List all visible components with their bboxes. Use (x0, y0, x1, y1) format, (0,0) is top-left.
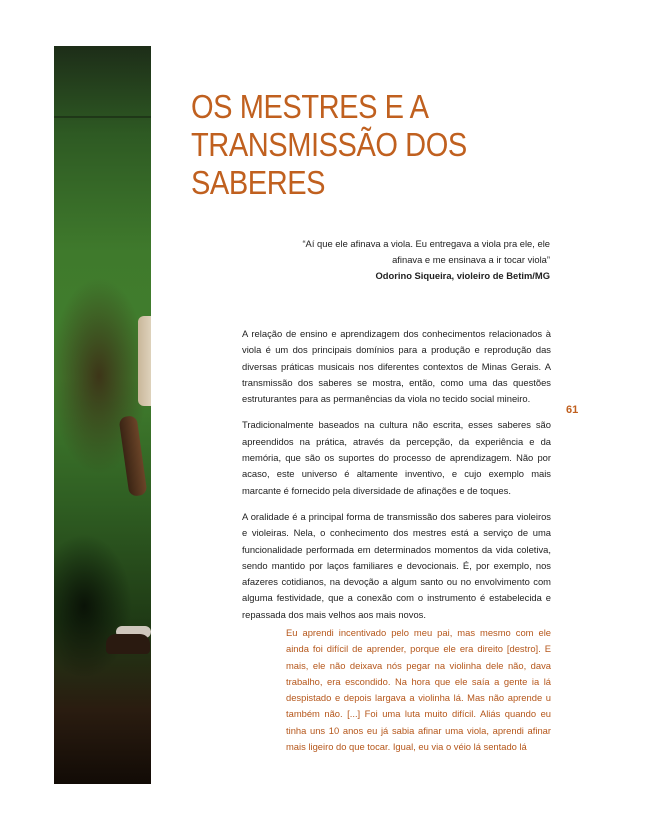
chapter-title (191, 88, 569, 202)
photo-hand (119, 415, 148, 497)
photo-shoe (106, 634, 150, 654)
body-text (242, 326, 551, 633)
photo-wall-line (54, 116, 151, 118)
body-paragraph-2: Tradicionalmente baseados na cultura não escrita, esses saberes são apreendidos na prática, através da percepção, da experiência e da memória, que são os suportes do processo de aprendizagem. Não por acaso, este universo é altamente inventivo, e cujo exemplo mais marcante é fornecido pela diversidade de afinações e de toques. (242, 419, 551, 496)
testimony-block (286, 625, 551, 755)
epigraph (300, 236, 550, 284)
body-paragraph-3: A oralidade é a principal forma de transmissão dos saberes para violeiros e violeiras. Nela, o conhecimento dos mestres está a serviço de uma funcionalidade performada em determinados momentos da vida coletiva, sendo mantido por laços familiares e devocionais. É, por exemplo, nos afazeres cotidianos, na devoção a algum santo ou no envolvimento com alguma festividade, que a conexão com o instrumento é estabelecida e repassada dos mais velhos aos mais novos. (242, 510, 551, 620)
epigraph-author: Odorino Siqueira, violeiro de Betim/MG (375, 270, 550, 281)
chapter-title-line-1: OS MESTRES E A (191, 88, 429, 125)
cover-photo (54, 46, 151, 784)
photo-arm (138, 316, 151, 406)
chapter-title-line-2: TRANSMISSÃO DOS SABERES (191, 126, 467, 201)
epigraph-quote: “Aí que ele afinava a viola. Eu entregava a viola pra ele, ele afinava e me ensinava a ir tocar viola” (302, 238, 550, 265)
page-number: 61 (566, 404, 579, 416)
testimony-text: Eu aprendi incentivado pelo meu pai, mas mesmo com ele ainda foi difícil de aprender, porque ele era direito [destro]. E mais, ele não deixava nós pegar na violinha dele não, dava trabalho, era escondido. Na hora que ele saía a gente ia lá despistado e depois largava a violinha lá. Mas não aprende u também não. [...] Foi uma luta muito difícil. Aliás quando eu tinha uns 10 anos eu já sabia afinar uma viola, aprendi afinar mais ligeiro do que tocar. Igual, eu via o véio lá sentado lá (286, 627, 551, 753)
body-paragraph-1: A relação de ensino e aprendizagem dos conhecimentos relacionados à viola é um dos principais domínios para a produção e reprodução das diversas práticas musicais nos diferentes contextos de Minas Gerais. A transmissão dos saberes se mostra, então, como uma das questões estruturantes para as permanências da viola no tecido social mineiro. (242, 328, 551, 405)
